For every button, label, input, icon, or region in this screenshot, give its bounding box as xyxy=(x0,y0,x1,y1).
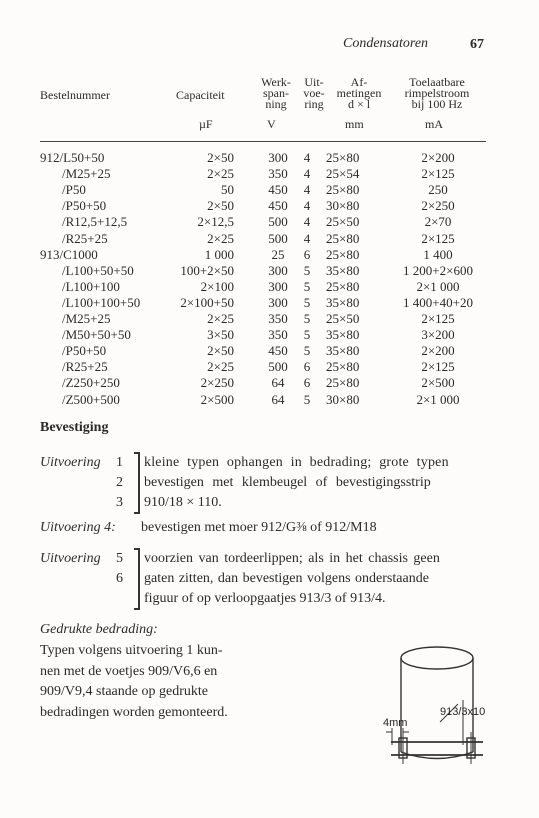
cell-werkspanning: 64 xyxy=(271,391,285,407)
capacitor-drawing xyxy=(386,647,486,764)
table-row xyxy=(0,392,539,408)
cell-uitvoering: 6 xyxy=(303,359,311,375)
cell-rimpelstroom: 2×500 xyxy=(421,375,455,391)
cell-uitvoering: 5 xyxy=(303,311,311,326)
uitvoering-4-label: Uitvoering 4: xyxy=(40,520,116,535)
cell-werkspanning: 25 xyxy=(271,246,285,262)
af-line-2: metingen xyxy=(336,86,382,100)
cell-uitvoering: 5 xyxy=(303,294,311,310)
cell-rimpelstroom: 3×200 xyxy=(421,327,455,343)
cell-bestelnummer: /L100+100+50 xyxy=(62,294,141,310)
cell-bestelnummer: /L100+50+50 xyxy=(62,262,134,278)
cell-afmetingen: 35×80 xyxy=(326,294,360,310)
cell-afmetingen: 25×80 xyxy=(326,246,360,262)
uitvoering-1-line-3: 910/18 × 110. xyxy=(144,495,222,510)
uitvoering-5-line-1: voorzien van tordeerlippen; als in het chassis geen xyxy=(144,551,440,566)
cell-uitvoering: 5 xyxy=(303,262,311,278)
cell-werkspanning: 500 xyxy=(268,214,288,230)
cell-bestelnummer: /Z500+500 xyxy=(62,391,120,407)
cell-capaciteit: 2×50 xyxy=(207,150,234,165)
cell-rimpelstroom: 2×200 xyxy=(421,343,455,359)
cell-afmetingen: 30×80 xyxy=(326,198,360,214)
cell-werkspanning: 500 xyxy=(268,359,288,375)
cell-afmetingen: 25×80 xyxy=(326,150,360,165)
cell-afmetingen: 30×80 xyxy=(326,391,360,407)
cell-bestelnummer: /M25+25 xyxy=(62,311,111,326)
cell-rimpelstroom: 2×125 xyxy=(421,166,455,182)
section-heading-gedrukte-bedrading: Gedrukte bedrading: xyxy=(40,622,158,637)
col-header-afmetingen-unit: mm xyxy=(345,117,364,131)
toel-line-3: bij 100 Hz xyxy=(411,97,463,111)
cell-rimpelstroom: 2×200 xyxy=(421,150,455,165)
cell-afmetingen: 25×50 xyxy=(326,214,360,230)
cell-bestelnummer: /L100+100 xyxy=(62,278,120,294)
cell-bestelnummer: /P50+50 xyxy=(62,198,107,214)
cell-bestelnummer: /R12,5+12,5 xyxy=(62,214,128,230)
cell-capaciteit: 100+2×50 xyxy=(180,262,234,278)
cell-rimpelstroom: 2×250 xyxy=(421,198,455,214)
col-header-uitvoering xyxy=(297,77,331,110)
cell-rimpelstroom: 250 xyxy=(428,182,448,198)
uit-line-3: ring xyxy=(304,97,324,111)
table-row xyxy=(0,311,539,327)
gedrukte-bedrading-paragraph xyxy=(40,641,255,723)
section-heading-bevestiging: Bevestiging xyxy=(40,420,109,435)
cell-capaciteit: 3×50 xyxy=(207,327,234,343)
cell-bestelnummer: /M25+25 xyxy=(62,166,111,182)
table-row xyxy=(0,150,539,166)
uitvoering-num-5: 5 xyxy=(116,551,123,566)
table-row xyxy=(0,343,539,359)
cell-uitvoering: 6 xyxy=(303,246,311,262)
cell-capaciteit: 2×500 xyxy=(200,391,234,407)
running-header-title: Condensatoren xyxy=(343,36,429,51)
col-header-rimpelstroom-unit: mA xyxy=(425,117,443,131)
uitvoering-5-line-2: gaten zitten, dan bevestigen volgens onderstaande xyxy=(144,571,429,586)
table-header-rule xyxy=(40,141,486,142)
figure-label-dim: 4mm xyxy=(383,717,408,729)
cell-werkspanning: 300 xyxy=(268,294,288,310)
uitvoering-1-line-1: kleine typen ophangen in bedrading; grote typen xyxy=(144,455,449,470)
cell-bestelnummer: /P50 xyxy=(62,182,86,198)
cell-capaciteit: 1 000 xyxy=(204,246,234,262)
uitvoering-1-line-2: bevestigen met klembeugel of bevestigingsstrip xyxy=(144,475,431,490)
werk-line-2: span- xyxy=(263,86,289,100)
gedrukte-line-3: 909/V9,4 staande op gedrukte xyxy=(40,684,208,699)
af-line-1: Af- xyxy=(350,75,368,89)
page-number: 67 xyxy=(470,37,484,52)
table-row xyxy=(0,327,539,343)
cell-bestelnummer: 912/L50+50 xyxy=(40,150,105,165)
cell-werkspanning: 450 xyxy=(268,198,288,214)
col-header-capaciteit-unit: µF xyxy=(199,117,213,131)
cell-rimpelstroom: 2×1 000 xyxy=(416,278,460,294)
col-header-afmetingen xyxy=(331,77,387,110)
cell-uitvoering: 5 xyxy=(303,278,311,294)
cell-rimpelstroom: 1 400 xyxy=(423,246,453,262)
cell-werkspanning: 500 xyxy=(268,230,288,246)
table-row xyxy=(0,182,539,198)
table-row xyxy=(0,359,539,375)
cell-capaciteit: 2×250 xyxy=(200,375,234,391)
cell-capaciteit: 2×100+50 xyxy=(180,294,234,310)
cell-uitvoering: 4 xyxy=(303,198,311,214)
werk-line-3: ning xyxy=(265,97,287,111)
cell-werkspanning: 350 xyxy=(268,327,288,343)
werk-line-1: Werk- xyxy=(261,75,291,89)
cell-rimpelstroom: 2×70 xyxy=(424,214,452,230)
table-row xyxy=(0,231,539,247)
cell-capaciteit: 2×50 xyxy=(207,343,234,359)
col-header-werkspanning xyxy=(255,77,297,110)
uit-line-1: Uit- xyxy=(304,75,324,89)
uitvoering-1-label: Uitvoering xyxy=(40,455,101,470)
cell-capaciteit: 2×25 xyxy=(207,230,234,246)
cell-capaciteit: 2×100 xyxy=(200,278,234,294)
gedrukte-line-2: nen met de voetjes 909/V6,6 en xyxy=(40,663,218,679)
cell-capaciteit: 50 xyxy=(221,182,234,198)
cell-uitvoering: 5 xyxy=(303,327,311,343)
cell-uitvoering: 4 xyxy=(303,166,311,182)
cell-bestelnummer: 913/C1000 xyxy=(40,246,98,262)
cell-bestelnummer: /M50+50+50 xyxy=(62,327,131,343)
cell-uitvoering: 4 xyxy=(303,150,311,165)
cell-uitvoering: 4 xyxy=(303,182,311,198)
cell-rimpelstroom: 2×125 xyxy=(421,230,455,246)
cell-afmetingen: 25×80 xyxy=(326,182,360,198)
cell-capaciteit: 2×25 xyxy=(207,359,234,375)
uitvoering-5-line-3: figuur of op verloopgaatjes 913/3 of 913/4. xyxy=(144,591,386,606)
cell-rimpelstroom: 1 400+40+20 xyxy=(403,294,473,310)
uitvoering-4-text: bevestigen met moer 912/G⅜ of 912/M18 xyxy=(141,520,377,535)
cell-bestelnummer: /R25+25 xyxy=(62,230,108,246)
cell-afmetingen: 25×80 xyxy=(326,359,360,375)
cell-rimpelstroom: 2×125 xyxy=(421,311,455,326)
uitvoering-num-1: 1 xyxy=(116,455,123,470)
cell-uitvoering: 6 xyxy=(303,375,311,391)
col-header-bestelnummer: Bestelnummer xyxy=(40,88,110,102)
cell-uitvoering: 5 xyxy=(303,343,311,359)
cell-bestelnummer: /R25+25 xyxy=(62,359,108,375)
toel-line-2: rimpelstroom xyxy=(404,86,470,100)
cell-bestelnummer: /P50+50 xyxy=(62,343,107,359)
cell-werkspanning: 300 xyxy=(268,262,288,278)
cell-bestelnummer: /Z250+250 xyxy=(62,375,120,391)
cell-werkspanning: 64 xyxy=(271,375,285,391)
cell-werkspanning: 300 xyxy=(268,278,288,294)
cell-capaciteit: 2×50 xyxy=(207,198,234,214)
col-header-werkspanning-unit: V xyxy=(267,117,276,131)
table-row xyxy=(0,295,539,311)
cell-capaciteit: 2×12,5 xyxy=(197,214,234,230)
cell-werkspanning: 450 xyxy=(268,343,288,359)
figure-label-hole: 913/3x10 xyxy=(440,706,486,718)
col-header-capaciteit: Capaciteit xyxy=(176,88,225,102)
cell-rimpelstroom: 2×125 xyxy=(421,359,455,375)
gedrukte-line-4: bedradingen worden gemonteerd. xyxy=(40,704,228,720)
cell-afmetingen: 25×80 xyxy=(326,230,360,246)
gedrukte-line-1: Typen volgens uitvoering 1 kun- xyxy=(40,643,223,658)
cell-afmetingen: 35×80 xyxy=(326,327,360,343)
uitvoering-num-3: 3 xyxy=(116,495,123,510)
uitvoering-num-6: 6 xyxy=(116,571,123,586)
cell-werkspanning: 300 xyxy=(268,150,288,165)
uitvoering-5-label: Uitvoering xyxy=(40,551,101,566)
cell-werkspanning: 350 xyxy=(268,166,288,182)
toel-line-1: Toelaatbare xyxy=(409,75,465,89)
cell-capaciteit: 2×25 xyxy=(207,166,234,182)
table-row xyxy=(0,214,539,230)
cell-afmetingen: 25×50 xyxy=(326,311,360,326)
af-line-3: d × l xyxy=(347,97,371,111)
cell-capaciteit: 2×25 xyxy=(207,311,234,326)
table-row xyxy=(0,247,539,263)
table-row xyxy=(0,375,539,391)
table-row xyxy=(0,263,539,279)
cell-afmetingen: 35×80 xyxy=(326,262,360,278)
uit-line-2: voe- xyxy=(303,86,325,100)
cell-afmetingen: 35×80 xyxy=(326,343,360,359)
col-header-rimpelstroom xyxy=(387,77,487,110)
table-row xyxy=(0,279,539,295)
cell-afmetingen: 25×80 xyxy=(326,375,360,391)
cell-rimpelstroom: 2×1 000 xyxy=(416,391,460,407)
uitvoering-num-2: 2 xyxy=(116,475,123,490)
bracket-uitvoering-5-6 xyxy=(134,548,140,610)
cell-uitvoering: 4 xyxy=(303,230,311,246)
table-row xyxy=(0,198,539,214)
cell-uitvoering: 4 xyxy=(303,214,311,230)
cell-werkspanning: 450 xyxy=(268,182,288,198)
bracket-uitvoering-1-3 xyxy=(134,452,140,514)
table-row xyxy=(0,166,539,182)
cell-afmetingen: 25×54 xyxy=(326,166,360,182)
cell-uitvoering: 5 xyxy=(303,391,311,407)
cell-afmetingen: 25×80 xyxy=(326,278,360,294)
cell-werkspanning: 350 xyxy=(268,311,288,326)
cell-rimpelstroom: 1 200+2×600 xyxy=(403,262,473,278)
